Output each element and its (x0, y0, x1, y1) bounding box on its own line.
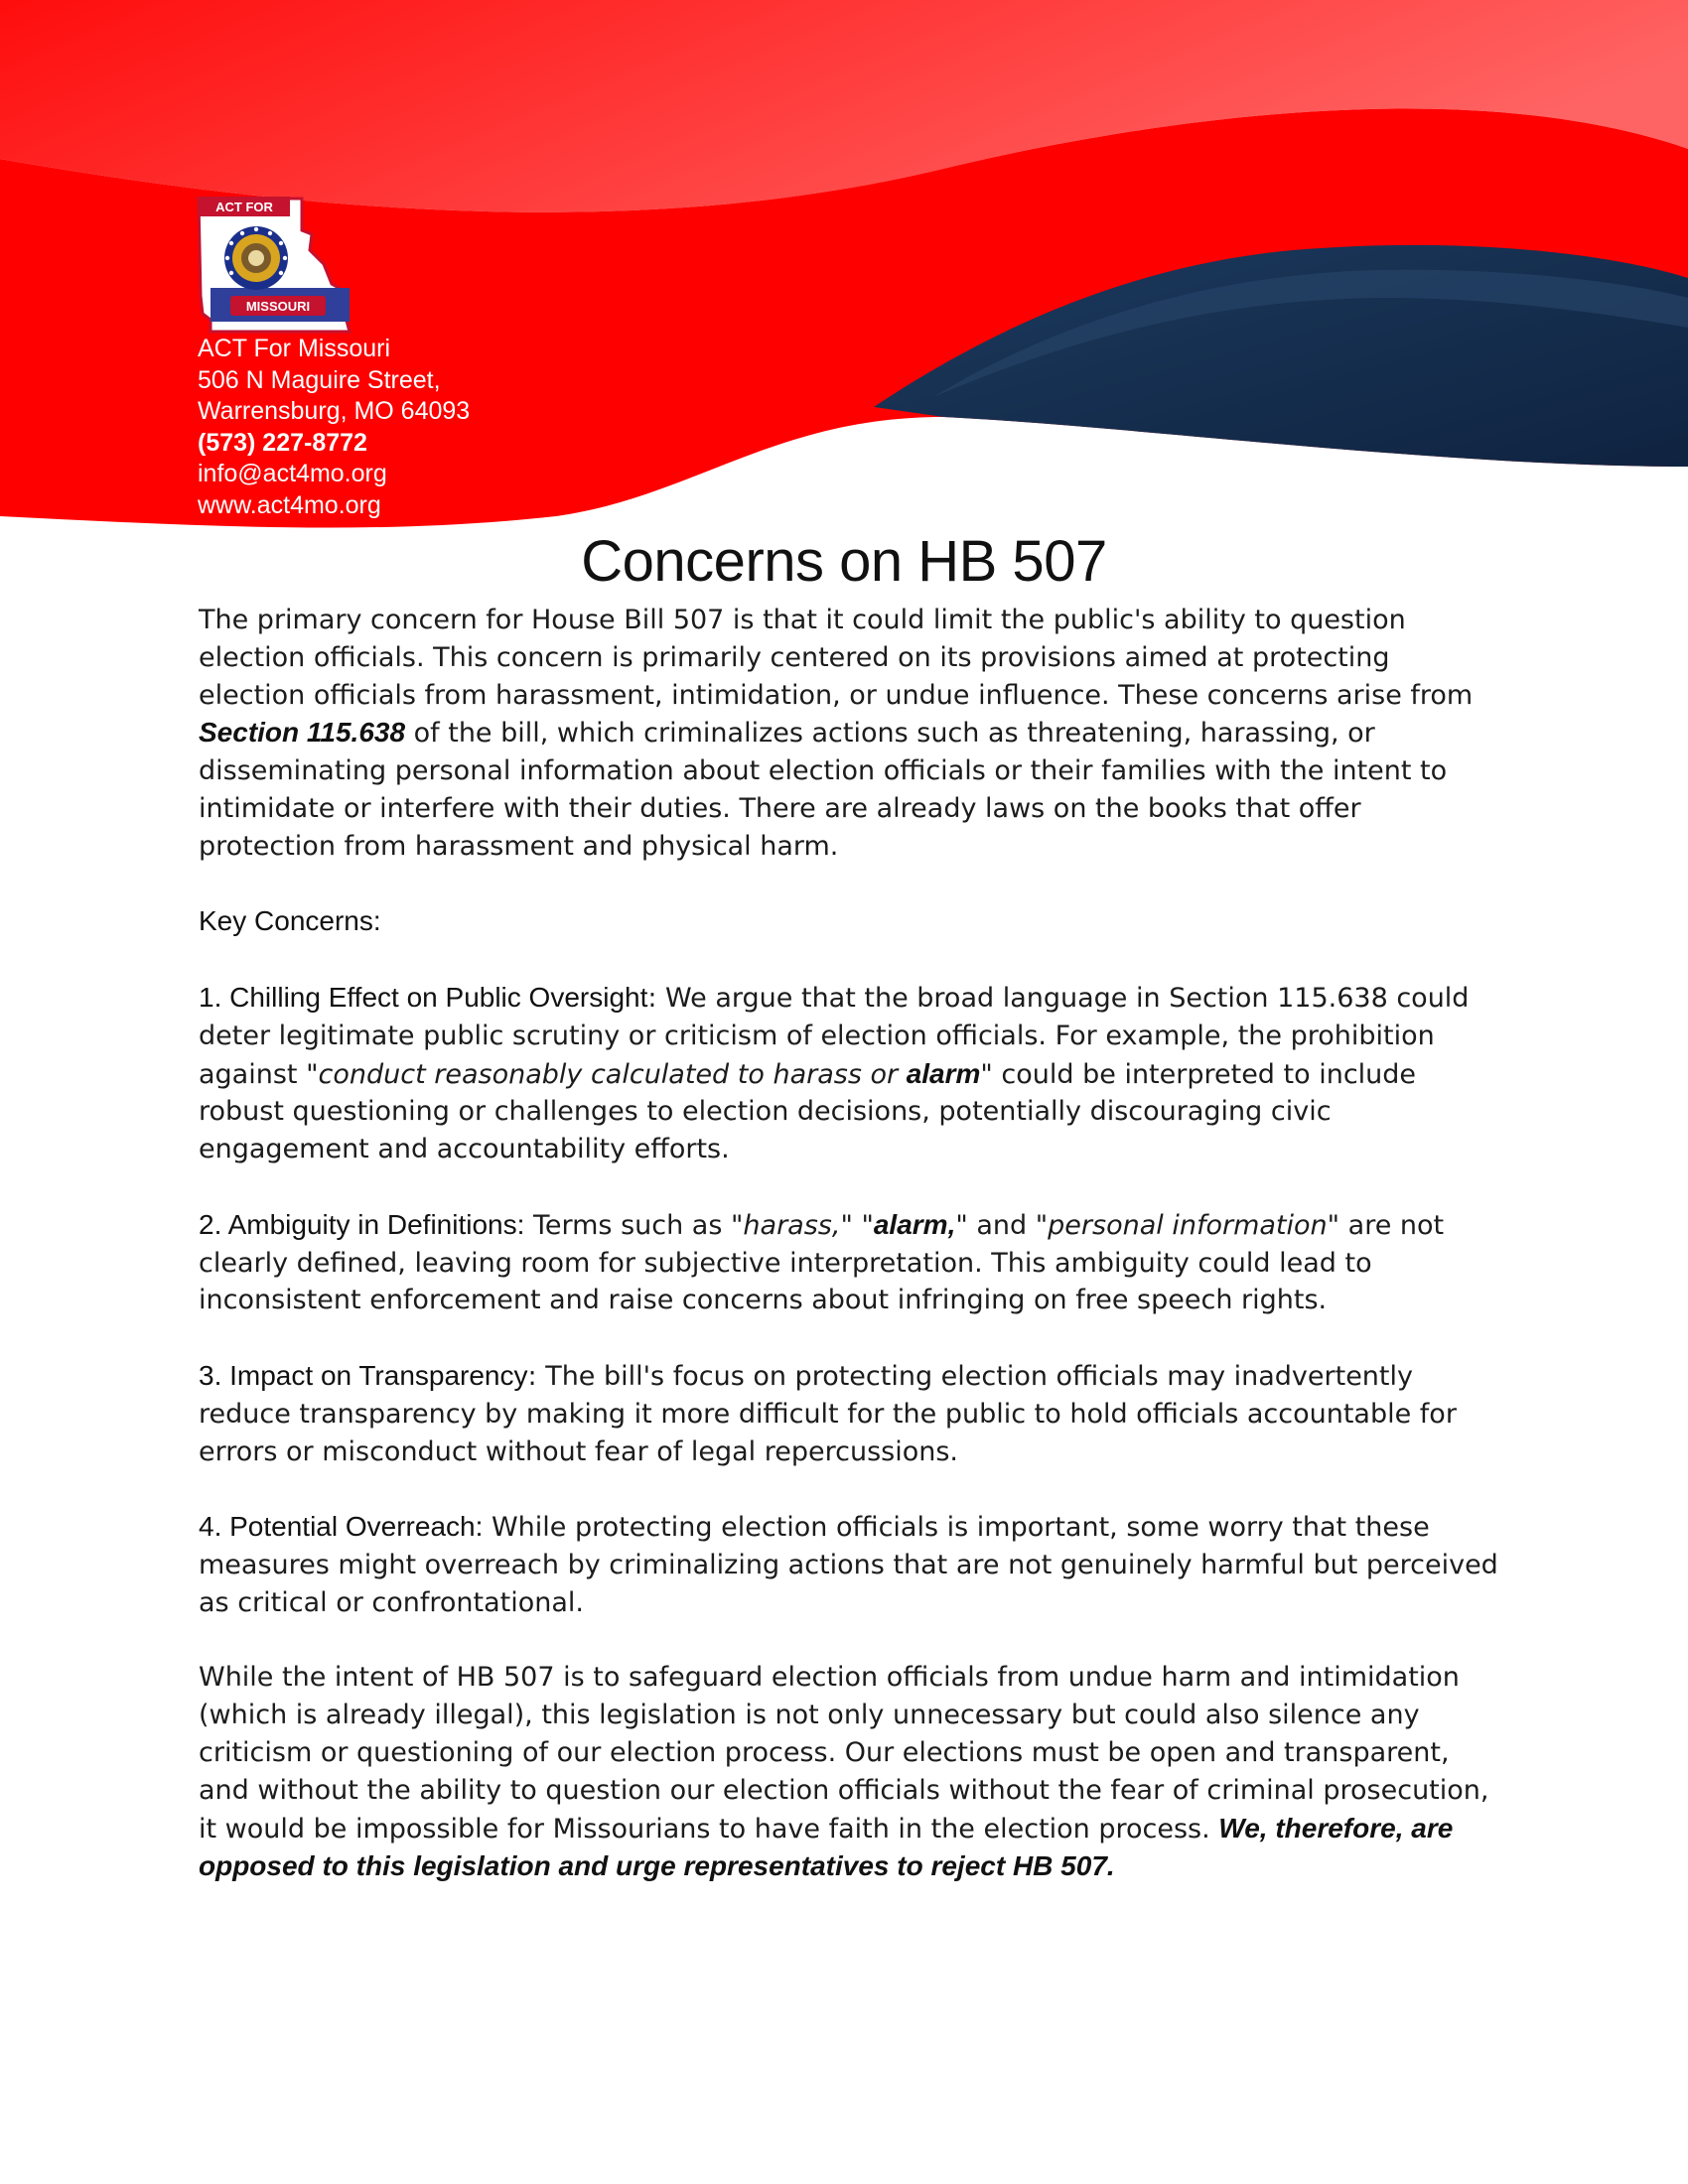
conclusion-emphasis: We, therefore, are opposed to this legislation and urge representatives to reject HB 507. (199, 1812, 1454, 1882)
phone-number: (573) 227-8772 (198, 428, 367, 457)
concern-item-1: 1. Chilling Effect on Public Oversight: We argue that the broad language in Section 115.638 could deter legitimate public scrutiny or criticism of election officials. For example, the prohibition against "conduct reasonably calculated to harass or alarm" could be interpreted to include robust questioning or challenges to election decisions, potentially discouraging civic engagement and accountability efforts. (199, 981, 1470, 1165)
email-address[interactable]: info@act4mo.org (198, 460, 387, 487)
key-concerns-heading: Key Concerns: (199, 905, 381, 937)
conclusion-paragraph: While the intent of HB 507 is to safeguard election officials from undue harm and intimidation (which is already illegal), this legislation is not only unnecessary but could also silence any criticism or questioning of our election process. Our elections must be open and transparent, and without the ability to question our election officials without the fear of criminal prosecution, it would be impossible for Missourians to have faith in the election process. We, therefore, are opposed to this legislation and urge representatives to reject HB 507. (199, 1662, 1489, 1882)
concern-label-1: 1. Chilling Effect on Public Oversight (199, 981, 648, 1013)
concern-label-3: 3. Impact on Transparency (199, 1359, 528, 1391)
section-reference: Section 115.638 (199, 717, 406, 749)
org-contact-block (198, 334, 470, 521)
logo-text-bottom: MISSOURI (245, 299, 311, 314)
act-for-missouri-logo (195, 193, 363, 334)
document-body (199, 602, 1499, 1886)
address-line-2: Warrensburg, MO 64093 (198, 397, 471, 425)
concern-item-2: 2. Ambiguity in Definitions: Terms such as "harass," "alarm," and "personal information" are not clearly defined, leaving room for subjective interpretation. This ambiguity could lead to inconsistent enforcement and raise concerns about infringing on free speech rights. (199, 1208, 1445, 1316)
concern-label-2: 2. Ambiguity in Definitions: (199, 1208, 525, 1240)
org-name: ACT For Missouri (198, 335, 391, 362)
intro-paragraph: The primary concern for House Bill 507 is that it could limit the public's ability to question election officials. This concern is primarily centered on its provisions aimed at protecting election officials from harassment, intimidation, or undue influence. These concerns arise from Section 115.638 of the bill, which criminalizes actions such as threatening, harassing, or disseminating personal information about election officials or their families with the intent to intimidate or interfere with their duties. There are already laws on the books that offer protection from harassment and physical harm. (199, 605, 1474, 862)
logo-text-top: ACT FOR (215, 200, 273, 214)
website-url[interactable]: www.act4mo.org (198, 490, 381, 519)
address-line-1: 506 N Maguire Street, (198, 365, 441, 394)
concern-item-3: 3. Impact on Transparency: The bill's focus on protecting election officials may inadvertently reduce transparency by making it more difficult for the public to hold officials accountable for errors or misconduct without fear of legal repercussions. (199, 1359, 1457, 1467)
document-title: Concerns on HB 507 (581, 529, 1107, 594)
concern-label-4: 4. Potential Overreach: (199, 1511, 484, 1543)
concern-item-4: 4. Potential Overreach: While protecting election officials is important, some worry that these measures might overreach by criminalizing actions that are not genuinely harmful but perceived as critical or confrontational. (199, 1511, 1498, 1618)
